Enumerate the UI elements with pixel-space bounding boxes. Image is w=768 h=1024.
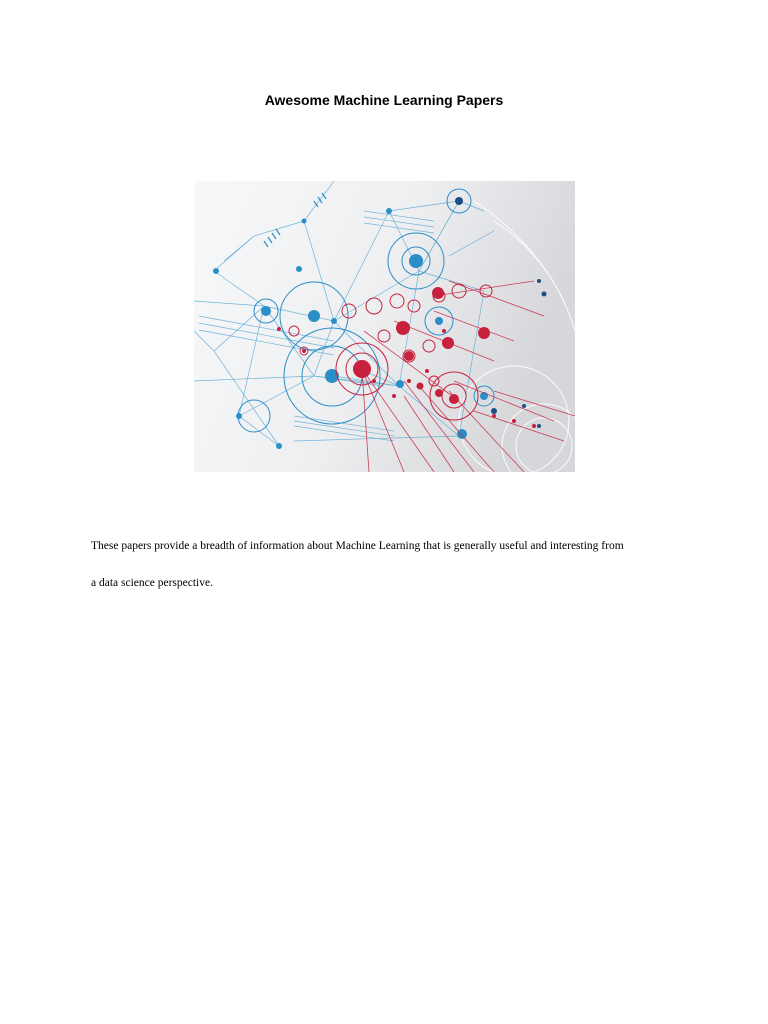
network-illustration	[194, 181, 575, 472]
network-illustration-svg	[194, 181, 575, 472]
illustration-background	[194, 181, 575, 472]
document-title: Awesome Machine Learning Papers	[264, 92, 504, 108]
body-text-line: These papers provide a breadth of information about Machine Learning that is generally useful and interesting from	[91, 540, 624, 552]
body-text-line: a data science perspective.	[91, 577, 213, 589]
